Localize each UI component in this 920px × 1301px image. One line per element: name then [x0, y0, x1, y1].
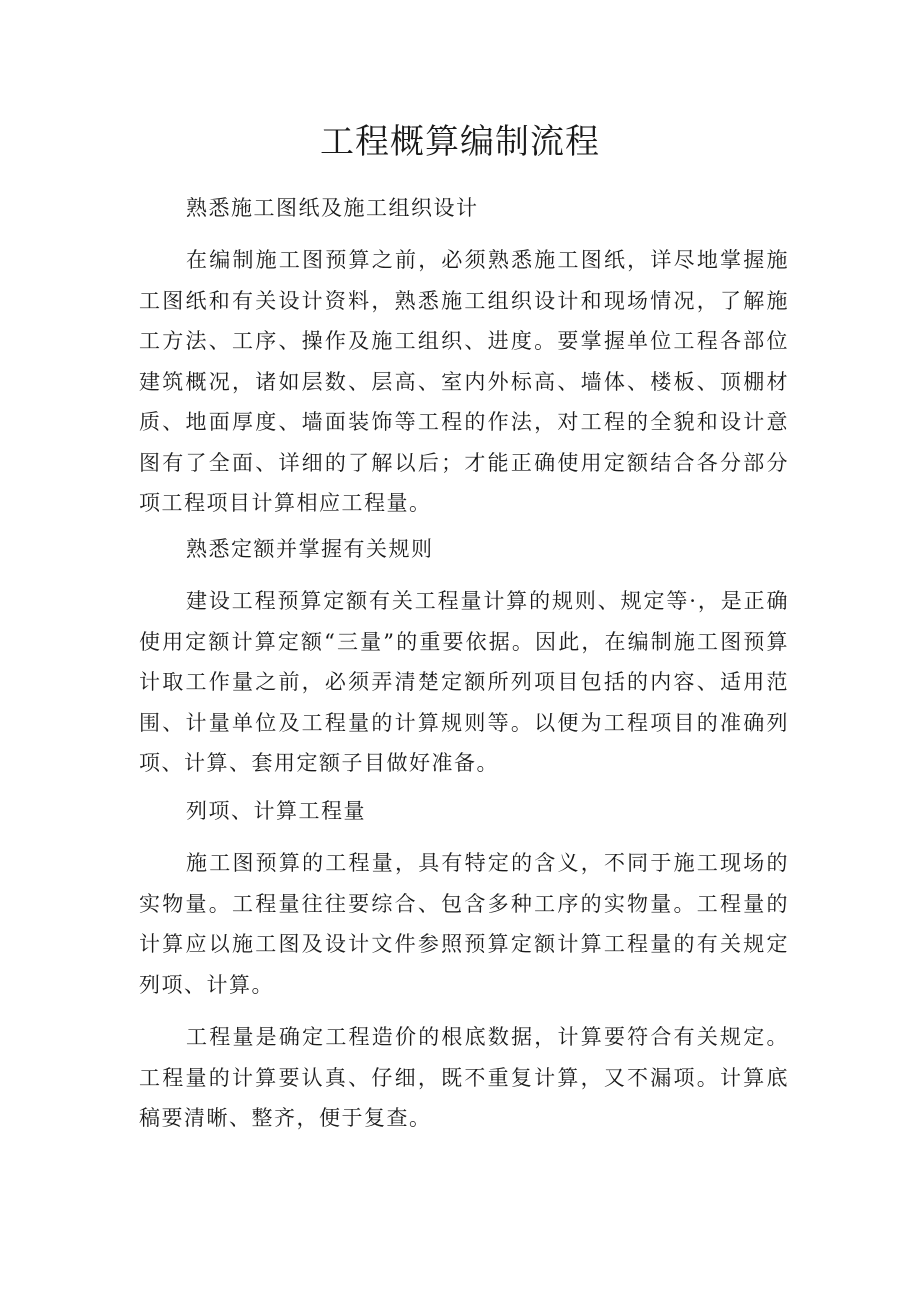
section-heading-quantities: 列项、计算工程量 [186, 799, 366, 823]
section-heading-drawings: 熟悉施工图纸及施工组织设计 [186, 196, 479, 220]
section-heading-quota: 熟悉定额并掌握有关规则 [186, 537, 434, 561]
paragraph-drawings: 在编制施工图预算之前，必须熟悉施工图纸，详尽地掌握施工图纸和有关设计资料，熟悉施工组织设计和现场情况，了解施工方法、工序、操作及施工组织、进度。要掌握单位工程各部位建筑概况，诸如层数、层高、室内外标高、墙体、楼板、顶棚材质、地面厚度、墙面装饰等工程的作法，对工程的全貌和设计意图有了全面、详细的了解以后；才能正确使用定额结合各分部分项工程项目计算相应工程量。 [139, 248, 789, 515]
document-title: 工程概算编制流程 [320, 122, 600, 162]
paragraph-quantities-2: 工程量是确定工程造价的根底数据，计算要符合有关规定。工程量的计算要认真、仔细，既不重复计算，又不漏项。计算底稿要清晰、整齐，便于复查。 [139, 1025, 789, 1130]
paragraph-quota: 建设工程预算定额有关工程量计算的规则、规定等·，是正确使用定额计算定额“三量”的重要依据。因此，在编制施工图预算计取工作量之前，必须弄清楚定额所列项目包括的内容、适用范围、计量单位及工程量的计算规则等。以便为工程项目的准确列项、计算、套用定额子目做好准备。 [139, 589, 789, 775]
paragraph-quantities-1: 施工图预算的工程量，具有特定的含义，不同于施工现场的实物量。工程量往往要综合、包含多种工序的实物量。工程量的计算应以施工图及设计文件参照预算定额计算工程量的有关规定列项、计算。 [139, 851, 789, 997]
